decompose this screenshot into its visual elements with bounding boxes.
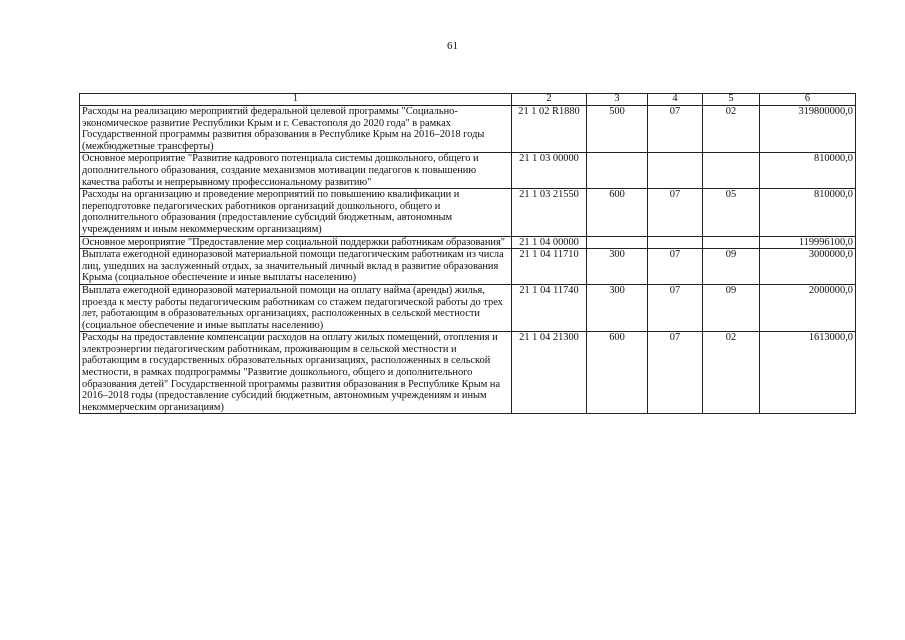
table-row xyxy=(80,153,856,189)
row-expense-type xyxy=(587,153,648,189)
row-code: 21 1 03 00000 xyxy=(512,153,587,189)
row-expense-type: 600 xyxy=(587,189,648,236)
table-header-row xyxy=(80,94,856,106)
row-section xyxy=(648,153,703,189)
row-subsection: 09 xyxy=(703,284,760,331)
row-expense-type: 600 xyxy=(587,332,648,414)
column-header: 1 xyxy=(80,94,512,106)
table-row xyxy=(80,284,856,331)
table-row xyxy=(80,189,856,236)
row-name: Расходы на организацию и проведение мероприятий по повышению квалификации и переподготовке педагогических работников организаций дошкольного, общего и дополнительного образования (предоставление субсидий бюджетным, автономным учреждениям и иным некоммерческим организациям) xyxy=(80,189,512,236)
column-header: 4 xyxy=(648,94,703,106)
table-row xyxy=(80,332,856,414)
row-section: 07 xyxy=(648,249,703,285)
row-name: Расходы на реализацию мероприятий федеральной целевой программы "Социально-экономическое развитие Республики Крым и г. Севастополя до 2020 года" в рамках Государственной программы развития образования в Республике Крым на 2016–2018 годы (межбюджетные трансферты) xyxy=(80,106,512,153)
row-code: 21 1 04 11710 xyxy=(512,249,587,285)
column-header: 5 xyxy=(703,94,760,106)
row-sum: 119996100,0 xyxy=(760,236,856,249)
row-sum: 319800000,0 xyxy=(760,106,856,153)
row-section xyxy=(648,236,703,249)
row-subsection: 09 xyxy=(703,249,760,285)
row-name: Основное мероприятие "Предоставление мер социальной поддержки работникам образования" xyxy=(80,236,512,249)
column-header: 6 xyxy=(760,94,856,106)
row-subsection: 02 xyxy=(703,106,760,153)
column-header: 2 xyxy=(512,94,587,106)
row-name: Выплата ежегодной единоразовой материальной помощи на оплату найма (аренды) жилья, проезда к месту работы педагогическим работникам со стажем педагогической работы до трех лет, работающим в образовательных организациях, расположенных в сельской местности (социальное обеспечение и иные выплаты населению) xyxy=(80,284,512,331)
row-code: 21 1 04 00000 xyxy=(512,236,587,249)
row-expense-type: 300 xyxy=(587,249,648,285)
row-name: Расходы на предоставление компенсации расходов на оплату жилых помещений, отопления и электроэнергии педагогическим работникам, проживающим в сельской местности и работающим в государственных образовательных организациях, расположенных в сельской местности, в рамках подпрограммы "Развитие дошкольного, общего и дополнительного образования детей" Государственной программы развития образования в Республике Крым на 2016–2018 годы (предоставление субсидий бюджетным, автономным учреждениям и иным некоммерческим организациям) xyxy=(80,332,512,414)
table-row xyxy=(80,249,856,285)
row-sum: 810000,0 xyxy=(760,153,856,189)
row-name: Основное мероприятие "Развитие кадрового потенциала системы дошкольного, общего и дополнительного образования, создание механизмов мотивации педагогов к повышению качества работы и непрерывному профессиональному развитию" xyxy=(80,153,512,189)
row-subsection: 02 xyxy=(703,332,760,414)
row-section: 07 xyxy=(648,332,703,414)
row-code: 21 1 02 R1880 xyxy=(512,106,587,153)
row-section: 07 xyxy=(648,106,703,153)
row-sum: 1613000,0 xyxy=(760,332,856,414)
budget-table xyxy=(79,93,856,414)
row-expense-type: 500 xyxy=(587,106,648,153)
row-code: 21 1 03 21550 xyxy=(512,189,587,236)
row-subsection xyxy=(703,236,760,249)
row-expense-type xyxy=(587,236,648,249)
row-subsection: 05 xyxy=(703,189,760,236)
row-subsection xyxy=(703,153,760,189)
row-sum: 810000,0 xyxy=(760,189,856,236)
page-number: 61 xyxy=(447,40,458,52)
row-code: 21 1 04 21300 xyxy=(512,332,587,414)
table-row xyxy=(80,236,856,249)
row-section: 07 xyxy=(648,189,703,236)
row-sum: 2000000,0 xyxy=(760,284,856,331)
row-sum: 3000000,0 xyxy=(760,249,856,285)
row-code: 21 1 04 11740 xyxy=(512,284,587,331)
column-header: 3 xyxy=(587,94,648,106)
row-expense-type: 300 xyxy=(587,284,648,331)
row-name: Выплата ежегодной единоразовой материальной помощи педагогическим работникам из числа лиц, ушедших на заслуженный отдых, за значительный личный вклад в развитие образования Крыма (социальное обеспечение и иные выплаты населению) xyxy=(80,249,512,285)
row-section: 07 xyxy=(648,284,703,331)
table-row xyxy=(80,106,856,153)
